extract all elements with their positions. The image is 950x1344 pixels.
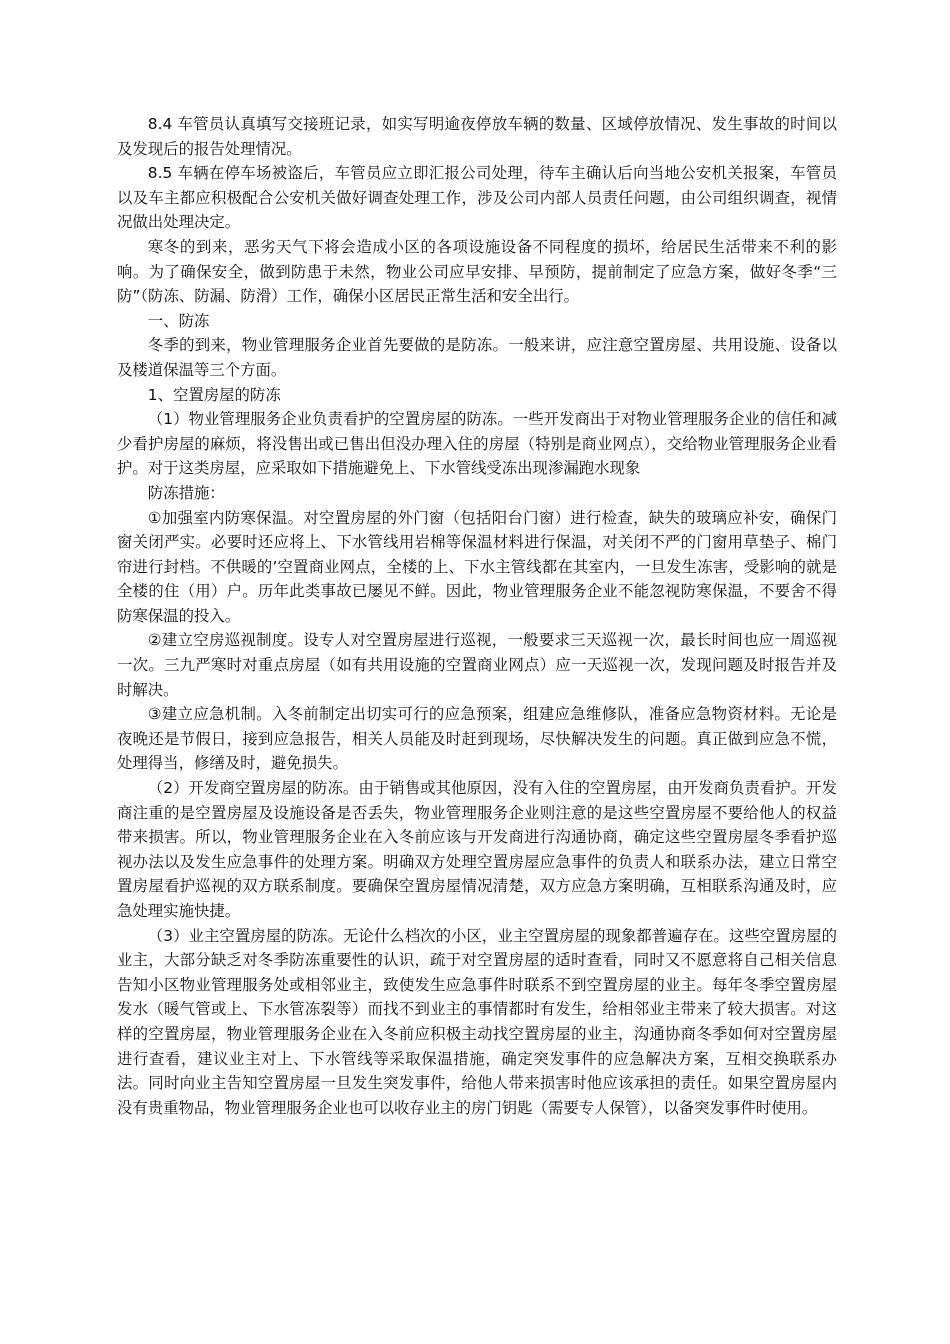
paragraph-measure-2: ②建立空房巡视制度。设专人对空置房屋进行巡视，一般要求三天巡视一次，最长时间也应一周巡视一次。三九严寒时对重点房屋（如有共用设施的空置商业网点）应一天巡视一次，发现问题及时报告并及时解决。 [117, 631, 837, 699]
paragraph-8-4: 8.4 车管员认真填写交接班记录，如实写明逾夜停放车辆的数量、区域停放情况、发生事故的时间以及发现后的报告处理情况。 [117, 115, 837, 158]
section-heading-antifreeze: 一、防冻 [147, 311, 210, 330]
paragraph-8-5: 8.5 车辆在停车场被盗后，车管员应立即汇报公司处理，待车主确认后向当地公安机关报案，车管员以及车主都应积极配合公安机关做好调查处理工作，涉及公司内部人员责任问题，由公司组织调查，视情况做出处理决定。 [117, 164, 837, 232]
document-body [117, 112, 837, 1120]
paragraph-item-3: （3）业主空置房屋的防冻。无论什么档次的小区，业主空置房屋的现象都普遍存在。这些空置房屋的业主，大部分缺乏对冬季防冻重要性的认识，疏于对空置房屋的适时查看，同时又不愿意将自己相关信息告知小区物业管理服务处或相邻业主，致使发生应急事件时联系不到空置房屋的业主。每年冬季空置房屋发水（暖气管或上、下水管冻裂等）而找不到业主的事情都时有发生，给相邻业主带来了较大损害。对这样的空置房屋，物业管理服务企业在入冬前应积极主动找空置房屋的业主，沟通协商冬季如何对空置房屋进行查看，建议业主对上、下水管线等采取保温措施，确定突发事件的应急解决方案，互相交换联系办法。同时向业主告知空置房屋一旦发生突发事件，给他人带来损害时他应该承担的责任。如果空置房屋内没有贵重物品，物业管理服务企业也可以收存业主的房门钥匙（需要专人保管），以备突发事件时使用。 [117, 926, 837, 1117]
paragraph-measure-1: ①加强室内防寒保温。对空置房屋的外门窗（包括阳台门窗）进行检查，缺失的玻璃应补安，确保门窗关闭严实。必要时还应将上、下水管线用岩棉等保温材料进行保温，对关闭不严的门窗用草垫子、棉门帘进行封档。不供暖的’空置商业网点，全楼的上、下水主管线都在其室内，一旦发生冻害，受影响的就是全楼的住（用）户。历年此类事故已屡见不鲜。因此，物业管理服务企业不能忽视防寒保温，不要舍不得防寒保温的投入。 [117, 508, 837, 625]
paragraph-antifreeze-overview: 冬季的到来，物业管理服务企业首先要做的是防冻。一般来讲，应注意空置房屋、共用设施、设备以及楼道保温等三个方面。 [117, 336, 837, 379]
subsection-heading-vacant-houses: 1、空置房屋的防冻 [147, 385, 281, 404]
paragraph-measures-label: 防冻措施： [147, 483, 225, 502]
paragraph-item-2: （2）开发商空置房屋的防冻。由于销售或其他原因，没有入住的空置房屋，由开发商负责看护。开发商注重的是空置房屋及设施设备是否丢失，物业管理服务企业则注意的是这些空置房屋不要给他人的权益带来损害。所以，物业管理服务企业在入冬前应该与开发商进行沟通协商，确定这些空置房屋冬季看护巡视办法以及发生应急事件的处理方案。明确双方处理空置房屋应急事件的负责人和联系办法，建立日常空置房屋看护巡视的双方联系制度。要确保空置房屋情况清楚，双方应急方案明确，互相联系沟通及时，应急处理实施快捷。 [117, 779, 837, 920]
paragraph-item-1: （1）物业管理服务企业负责看护的空置房屋的防冻。一些开发商出于对物业管理服务企业的信任和减少看护房屋的麻烦，将没售出或已售出但没办理入住的房屋（特别是商业网点），交给物业管理服务企业看护。对于这类房屋，应采取如下措施避免上、下水管线受冻出现渗漏跑水现象 [117, 410, 837, 478]
paragraph-winter-intro: 寒冬的到来，恶劣天气下将会造成小区的各项设施设备不同程度的损坏，给居民生活带来不利的影响。为了确保安全，做到防患于未然，物业公司应早安排、早预防，提前制定了应急方案，做好冬季“三防”（防冻、防漏、防滑）工作，确保小区居民正常生活和安全出行。 [117, 237, 837, 306]
paragraph-measure-3: ③建立应急机制。入冬前制定出切实可行的应急预案，组建应急维修队，准备应急物资材料。无论是夜晚还是节假日，接到应急报告，相关人员能及时赶到现场，尽快解决发生的问题。真正做到应急不慌，处理得当，修缮及时，避免损失。 [117, 705, 837, 773]
